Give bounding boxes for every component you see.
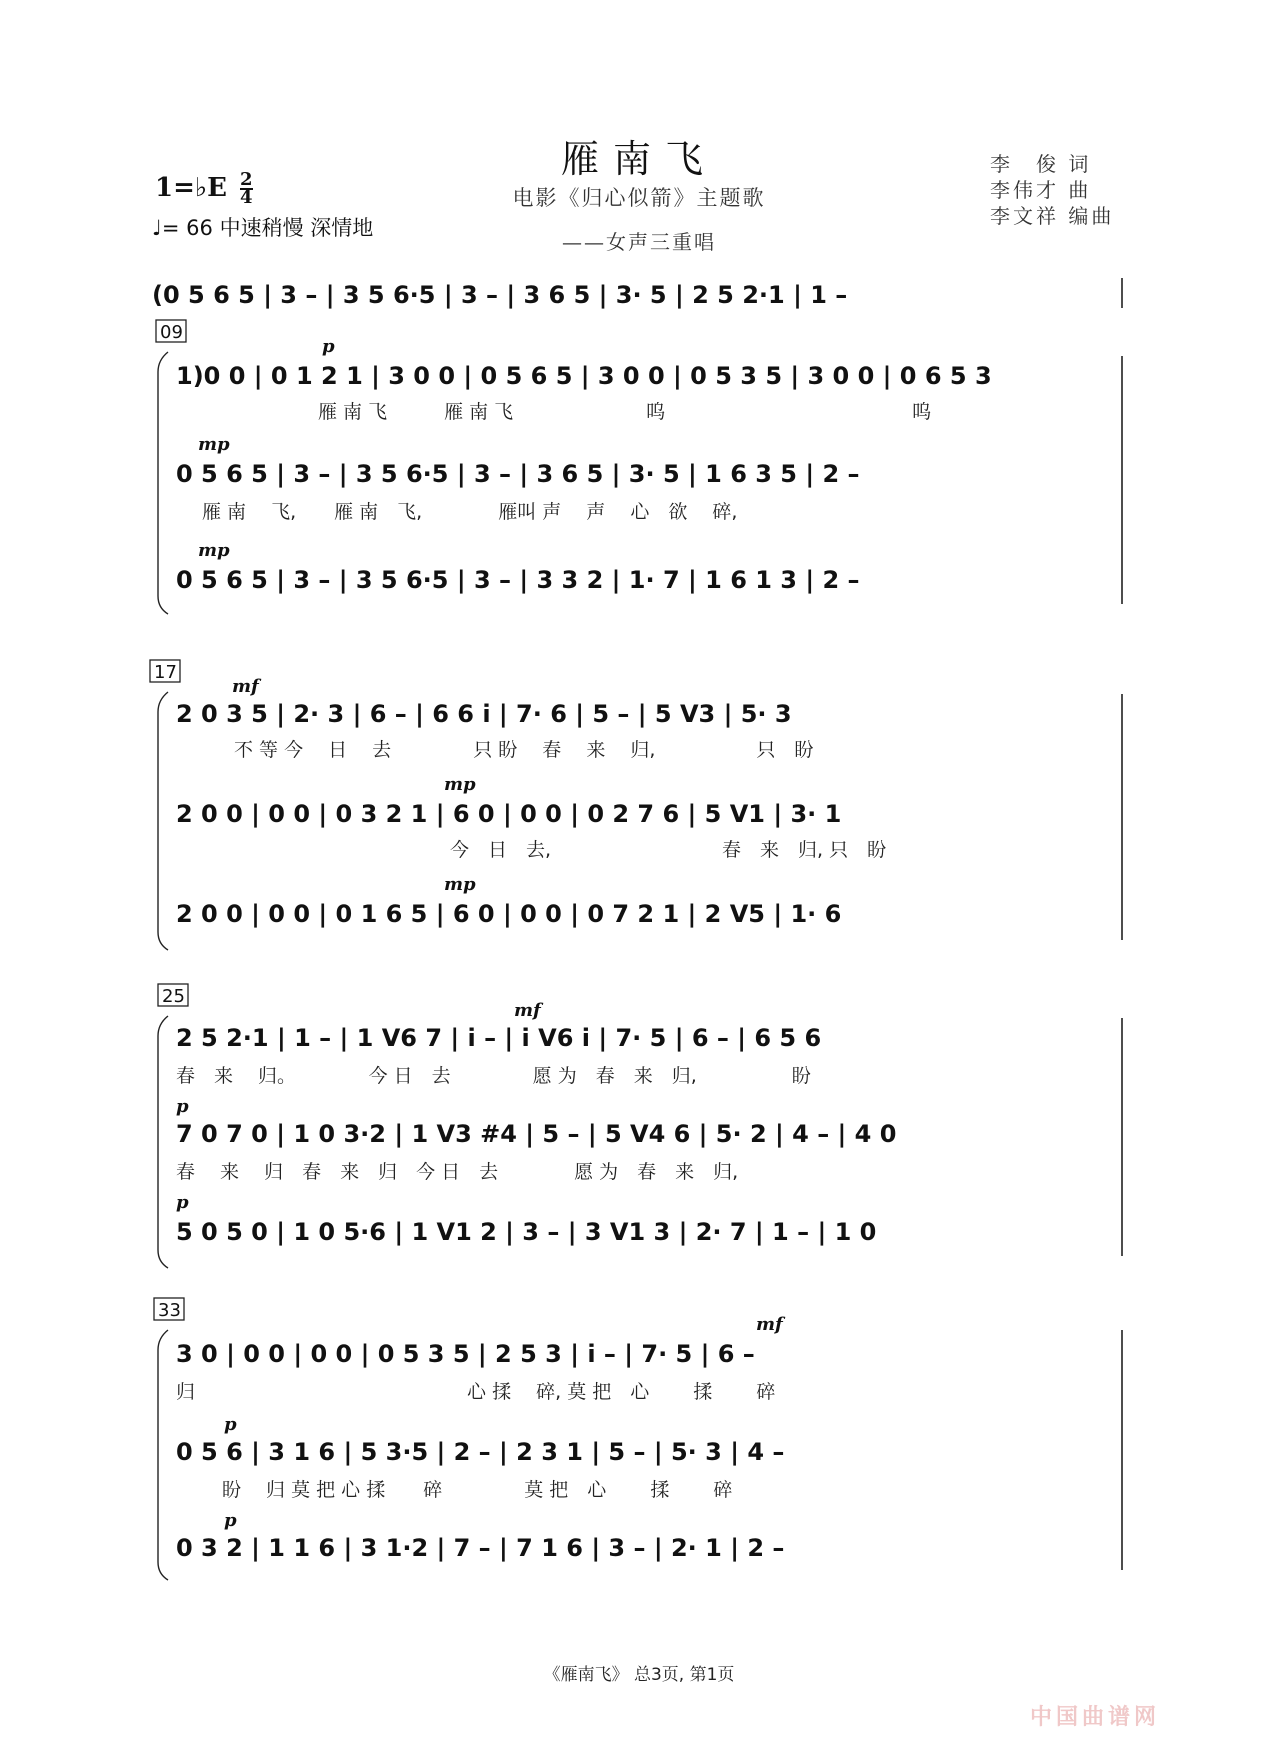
part-1-notes: 2 0 3 5 | 2· 3 | 6 – | 6 6 i | 7· 6 | 5 – | 5 V3 | 5· 3 — [176, 700, 792, 728]
part-3-notes: 5 0 5 0 | 1 0 5·6 | 1 V1 2 | 3 – | 3 V1 3 | 2· 7 | 1 – | 1 0 — [176, 1218, 877, 1246]
system-17 — [150, 660, 1122, 950]
part-2-lyrics: 雁 南 飞, 雁 南 飞, 雁叫 声 声 心 欲 碎, — [202, 501, 738, 523]
credit-lyricist: 李 俊 词 — [990, 152, 1092, 176]
part-3-notes: 0 3 2 | 1 1 6 | 3 1·2 | 7 – | 7 1 6 | 3 – | 2· 1 | 2 – — [176, 1534, 785, 1562]
system-bracket — [158, 1016, 168, 1268]
intro-row: (0 5 6 5 | 3 – | 3 5 6·5 | 3 – | 3 6 5 | 3· 5 | 2 5 2·1 | 1 – — [152, 281, 848, 309]
part-3-notes: 0 5 6 5 | 3 – | 3 5 6·5 | 3 – | 3 3 2 | 1· 7 | 1 6 1 3 | 2 – — [176, 566, 860, 594]
dynamic-marking: mp — [198, 434, 230, 455]
part-3-notes: 2 0 0 | 0 0 | 0 1 6 5 | 6 0 | 0 0 | 0 7 2 1 | 2 V5 | 1· 6 — [176, 900, 842, 928]
dynamic-marking: p — [176, 1192, 189, 1213]
dynamic-marking: mp — [444, 874, 476, 895]
part-1-notes: 3 0 | 0 0 | 0 0 | 0 5 3 5 | 2 5 3 | i – | 7· 5 | 6 – — [176, 1340, 755, 1368]
system-bracket — [158, 692, 168, 950]
part-1-lyrics: 不 等 今 日 去 只 盼 春 来 归, 只 盼 — [234, 739, 814, 761]
dynamic-marking: mp — [444, 774, 476, 795]
measure-number: 25 — [162, 986, 185, 1007]
time-bottom: 4 — [240, 187, 253, 208]
dynamic-marking: mf — [232, 676, 259, 697]
part-2-notes: 0 5 6 | 3 1 6 | 5 3·5 | 2 – | 2 3 1 | 5 – | 5· 3 | 4 – — [176, 1438, 785, 1466]
system-25 — [158, 984, 1122, 1268]
dynamic-marking: p — [322, 336, 335, 357]
part-2-notes: 2 0 0 | 0 0 | 0 3 2 1 | 6 0 | 0 0 | 0 2 7 6 | 5 V1 | 3· 1 — [176, 800, 842, 828]
system-bracket — [158, 352, 168, 614]
part-1-lyrics: 雁 南 飞 雁 南 飞 呜 呜 — [318, 401, 932, 423]
measure-number: 17 — [154, 662, 177, 683]
watermark: 中国曲谱网 — [1030, 1705, 1161, 1730]
part-2-lyrics: 春 来 归 春 来 归 今 日 去 愿 为 春 来 归, — [176, 1161, 739, 1183]
credit-composer: 李伟才 曲 — [990, 178, 1092, 202]
dynamic-marking: mp — [198, 540, 230, 561]
part-2-lyrics: 盼 归 莫 把 心 揉 碎 莫 把 心 揉 碎 — [222, 1479, 733, 1501]
time-top: 2 — [240, 169, 253, 190]
part-2-notes: 7 0 7 0 | 1 0 3·2 | 1 V3 #4 | 5 – | 5 V4 6 | 5· 2 | 4 – | 4 0 — [176, 1120, 897, 1148]
key-label: 1=♭E — [155, 173, 227, 203]
measure-number: 33 — [158, 1300, 181, 1321]
system-33 — [154, 1298, 1122, 1580]
page-title: 雁南飞 — [560, 137, 717, 181]
part-2-notes: 0 5 6 5 | 3 – | 3 5 6·5 | 3 – | 3 6 5 | 3· 5 | 1 6 3 5 | 2 – — [176, 460, 860, 488]
dynamic-marking: mf — [514, 1000, 541, 1021]
part-2-lyrics: 今 日 去, 春 来 归, 只 盼 — [450, 839, 887, 861]
system-bracket — [158, 1330, 168, 1580]
tempo-marking: ♩= 66 中速稍慢 深情地 — [152, 216, 374, 240]
dynamic-marking: mf — [756, 1314, 783, 1335]
dynamic-marking: p — [224, 1414, 237, 1435]
part-1-lyrics: 春 来 归。 今 日 去 愿 为 春 来 归, 盼 — [176, 1065, 811, 1087]
part-1-notes: 1)0 0 | 0 1 2 1 | 3 0 0 | 0 5 6 5 | 3 0 0 | 0 5 3 5 | 3 0 0 | 0 6 5 3 — [176, 362, 992, 390]
dynamic-marking: p — [224, 1510, 237, 1531]
subtitle: 电影《归心似箭》主题歌 — [512, 186, 766, 210]
part-1-lyrics: 归 心 揉 碎, 莫 把 心 揉 碎 — [176, 1381, 776, 1403]
part-1-notes: 2 5 2·1 | 1 – | 1 V6 7 | i – | i V6 i | 7· 5 | 6 – | 6 5 6 — [176, 1024, 822, 1052]
page-footer: 《雁南飞》 总3页, 第1页 — [543, 1665, 735, 1685]
subtitle-voicing: ——女声三重唱 — [562, 230, 716, 254]
dynamic-marking: p — [176, 1096, 189, 1117]
measure-number: 09 — [160, 322, 183, 343]
system-09 — [156, 320, 1122, 614]
credit-arranger: 李文祥 编曲 — [990, 204, 1115, 228]
